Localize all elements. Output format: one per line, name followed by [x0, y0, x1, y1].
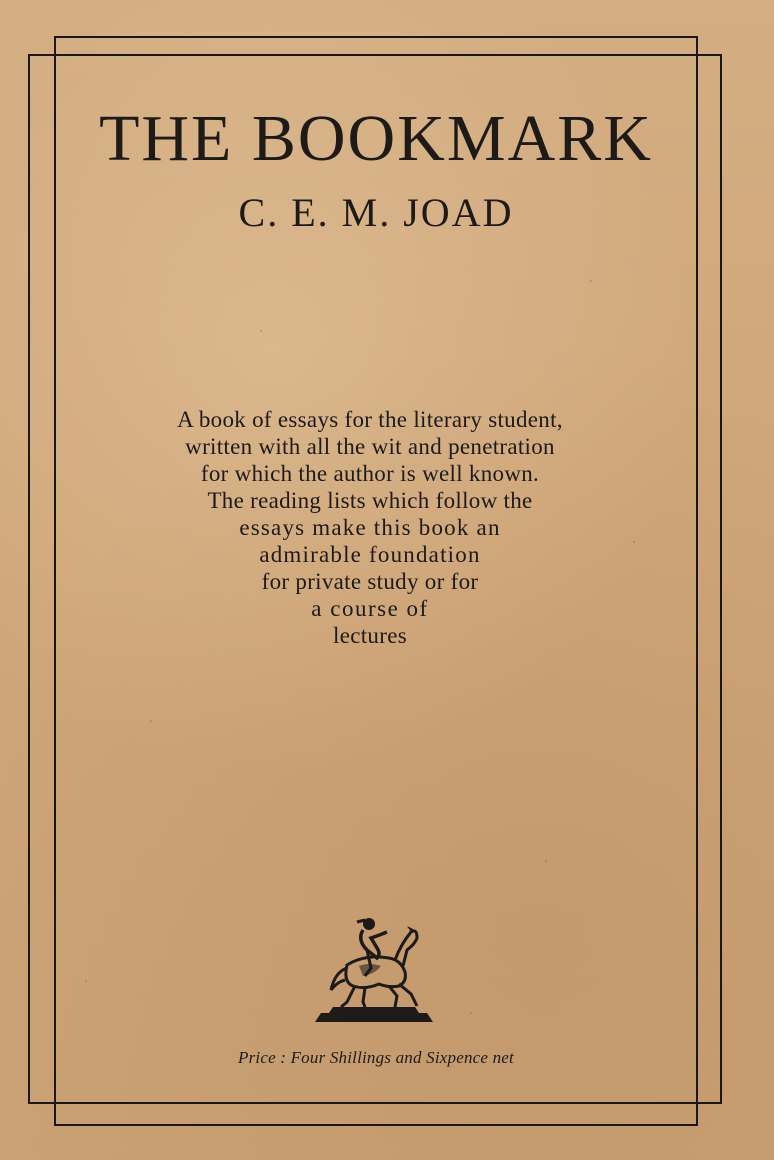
blurb-line: for private study or for: [261, 569, 479, 594]
blurb-line: admirable foundation: [259, 542, 481, 567]
book-title: THE BOOKMARK: [99, 102, 653, 175]
blurb-line: essays make this book an: [239, 515, 501, 540]
book-author: C. E. M. JOAD: [238, 190, 514, 235]
blurb-line: a course of: [311, 596, 429, 621]
blurb-line: The reading lists which follow the: [207, 488, 533, 513]
blurb-line: written with all the wit and penetration: [185, 434, 555, 459]
blurb-line: for which the author is well known.: [200, 461, 540, 486]
price-text: Price : Four Shillings and Sixpence net: [238, 1048, 514, 1067]
blurb-line: A book of essays for the literary student,: [177, 407, 563, 432]
horse-and-rider-statue-icon: [307, 910, 441, 1030]
blurb-text: [120, 406, 620, 649]
blurb-line: lectures: [333, 623, 407, 648]
